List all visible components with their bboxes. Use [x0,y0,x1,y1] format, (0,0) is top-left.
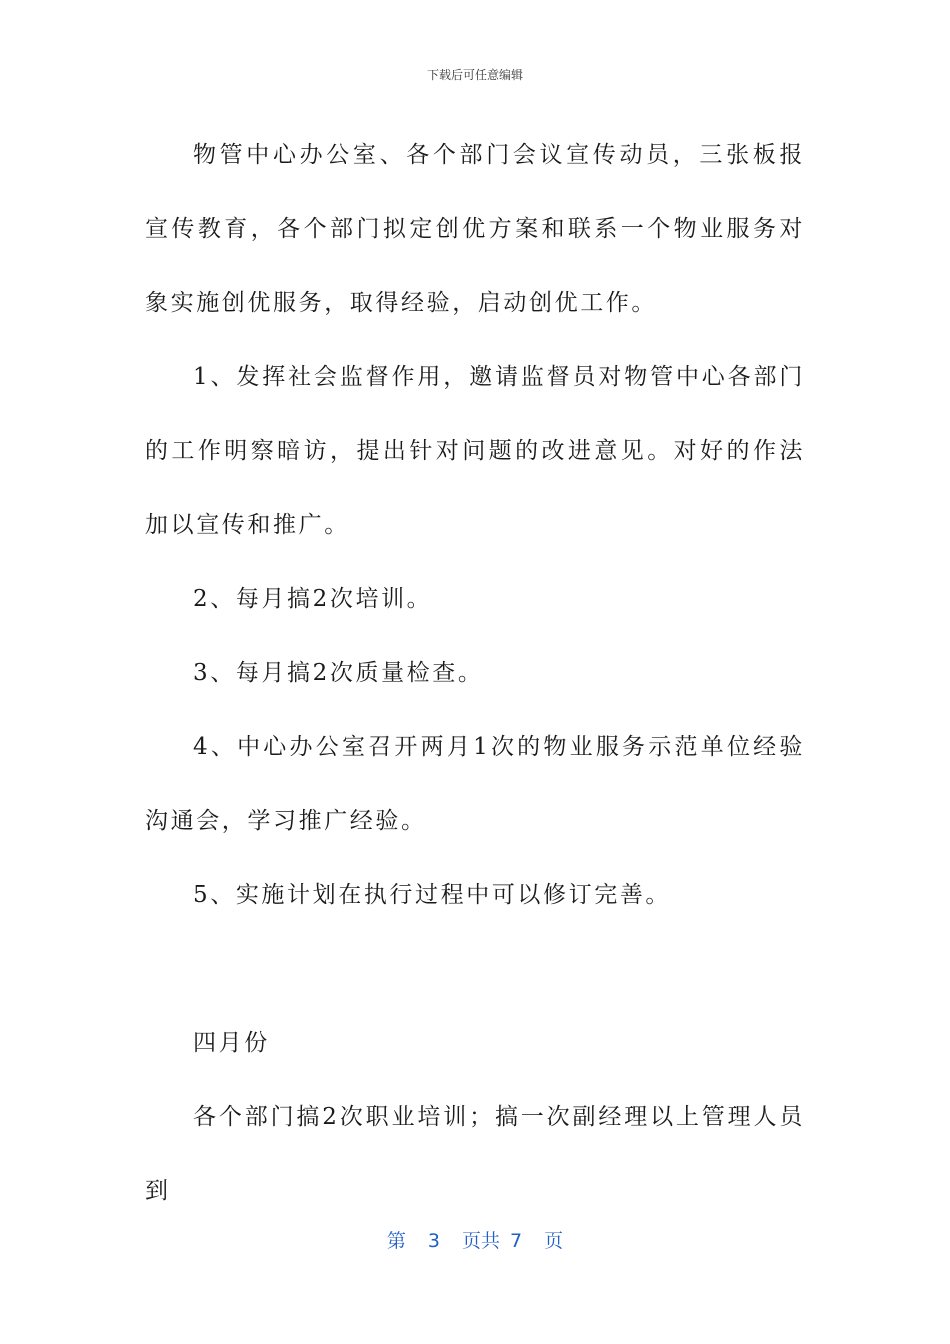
paragraph-item-4: 4、中心办公室召开两月1次的物业服务示范单位经验沟通会，学习推广经验。 [145,734,805,834]
page-footer [0,1226,950,1253]
footer-total-pages: 7 [510,1230,523,1252]
footer-prefix: 第 [386,1230,406,1252]
header-note: 下载后可任意编辑 [426,68,523,82]
footer-mid: 页共 [461,1230,500,1252]
paragraph-intro: 物管中心办公室、各个部门会议宣传动员，三张板报宣传教育，各个部门拟定创优方案和联系一个物业服务对象实施创优服务，取得经验，启动创优工作。 [145,142,805,316]
paragraph-item-1: 1、发挥社会监督作用，邀请监督员对物管中心各部门的工作明察暗访，提出针对问题的改进意见。对好的作法加以宣传和推广。 [145,364,805,538]
section-heading-april: 四月份 [193,1030,270,1056]
paragraph-item-3: 3、每月搞2次质量检查。 [193,660,484,686]
document-body [145,118,805,1228]
blank-line [145,932,805,1006]
paragraph-item-2: 2、每月搞2次培训。 [193,586,433,612]
paragraph-item-5: 5、实施计划在执行过程中可以修订完善。 [193,882,672,908]
paragraph-april: 各个部门搞2次职业培训；搞一次副经理以上管理人员到 [145,1104,805,1204]
footer-current-page: 3 [427,1230,440,1252]
footer-suffix: 页 [544,1230,564,1252]
